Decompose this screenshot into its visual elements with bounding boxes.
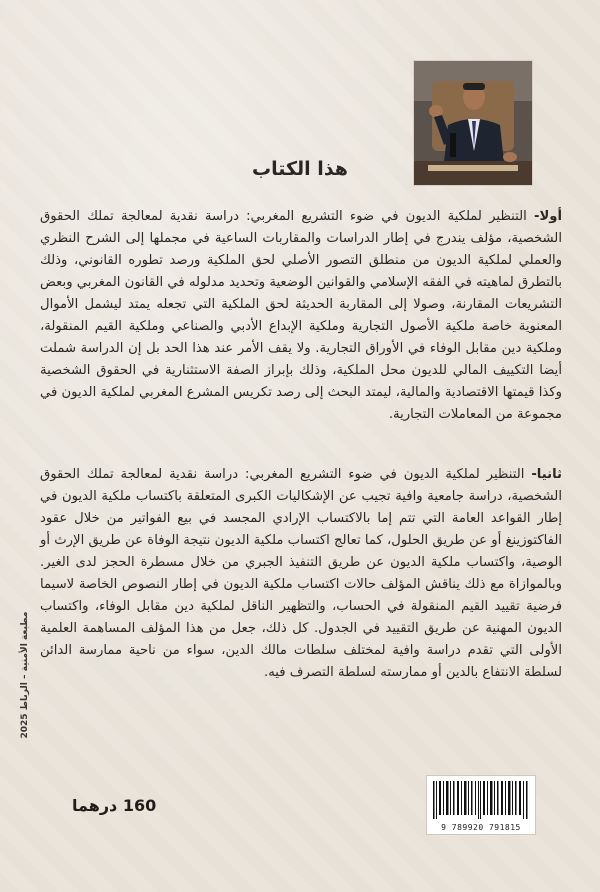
publisher-imprint-text: مطبعة الأمنية – الرباط 2025: [20, 611, 30, 739]
section-heading: هذا الكتاب: [252, 158, 348, 180]
paragraph-1-text: التنظير لملكية الديون في ضوء التشريع المغربي: دراسة نقدية لمعالجة تملك الحقوق الشخصية، مؤلف يندرج في إطار الدراسات والمقاربات الساعية في مجملها إلى الشرح النظري والعملي لملكية الديون من منطلق التصور الأصلي لحق الملكية ورصد تطوره القانوني، وذلك بالتطرق لماهيته في الفقه الإسلامي والقوانين الوضعية وتحديد مدلوله في القانون المغربي وبعض التشريعات المقارنة، وصولا إلى المقاربة الحديثة لحق الملكية التي تجعله يمتد ليشمل الأموال المعنوية خاصة ملكية الأصول التجارية وملكية الإبداع الأدبي والصناعي وملكية القيم المنقولة، وملكية دين مقابل الوفاء في الأوراق التجارية. ولا يقف الأمر عند هذا الحد بل إن الدراسة شملت أيضا التكييف المالي للديون محل الملكية، وذلك بإبراز الصفة الاستثنارية في الحقوق الشخصية وكذا قيمتها الاقتصادية والمالية، ليمتد البحث إلى رصد تكريس المشرع المغربي لملكية الديون في مجموعة من المعاملات التجارية.: [39, 209, 562, 422]
isbn-barcode: [426, 775, 536, 835]
isbn-number: 9 789920 791815: [441, 823, 521, 832]
description-paragraph-1: [40, 206, 562, 426]
price-label: 160 درهما: [72, 796, 157, 815]
publisher-imprint: [18, 595, 32, 755]
description-paragraph-2: [40, 464, 562, 684]
barcode-bars: [433, 781, 529, 819]
paragraph-1-lead: أولا-: [533, 209, 562, 224]
paragraph-2-lead: ثانيا-: [531, 467, 562, 482]
paragraph-2-text: التنظير لملكية الديون في ضوء التشريع المغربي: دراسة نقدية لمعالجة تملك الحقوق الشخصية، دراسة جامعية وافية تجيب عن الإشكاليات الكبرى المتعلقة باكتساب ملكية الديون في إطار القواعد العامة التي تتم إما بالاكتساب الإرادي المجسد في بيع الفواتير من خلال عقود الفاكتوزينغ أو عن طريق الحلول، كما تعالج اكتساب ملكية الديون نتيجة الوفاة عن طريق الإرث أو الوصية، واكتساب ملكية الديون عن طريق التنفيذ الجبري من خلال مسطرة الحجز لدى الغير. وبالموازاة مع ذلك يناقش المؤلف حالات اكتساب ملكية الديون في إطار النصوص الخاصة لاسيما فرضية تقييد القيم المنقولة في الحساب، والتظهير الناقل لملكية دين مقابل الوفاء، واكتساب الديون المهنية عن طريق التقييد في الجدول. كل ذلك، جعل من هذا المؤلف المساهمة العلمية الأولى التي تقدم دراسة وافية لمختلف سلطات مالك الدين، سواء من ناحية ممارسة الدائن لسلطة الانتفاع بالدين أو ممارسته لسلطة التصرف فيه.: [40, 467, 562, 680]
